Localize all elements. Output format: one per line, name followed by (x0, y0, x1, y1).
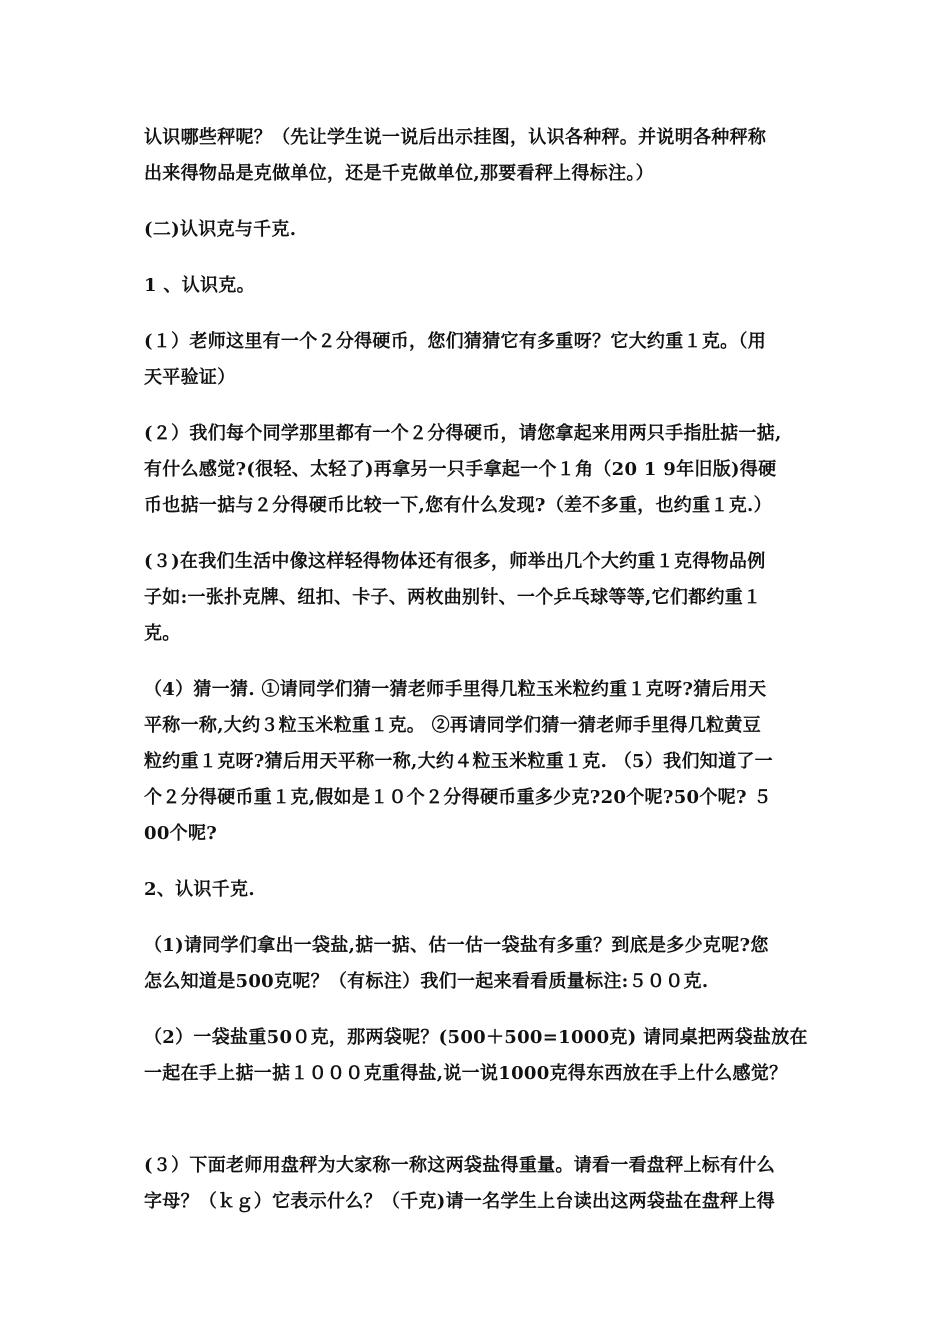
text-line: （1)请同学们拿出一袋盐,掂一掂、估一估一袋盐有多重？到底是多少克呢?您 (144, 935, 769, 956)
paragraph-light-objects (144, 544, 814, 652)
text-line: 怎么知道是500克呢？（有标注）我们一起来看看质量标注:５００克. (144, 971, 709, 992)
text-line: (二)认识克与千克. (144, 219, 297, 240)
paragraph-guess-activity (144, 672, 814, 852)
text-line: 认识哪些秤呢？（先让学生说一说后出示挂图，认识各种秤。并说明各种秤称 (144, 127, 767, 148)
text-line: 2、认识千克. (144, 879, 255, 900)
paragraph-coin-feel (144, 416, 814, 524)
text-line: 个２分得硬币重１克,假如是１０个２分得硬币重多少克?20个呢?50个呢? ５ (144, 787, 772, 808)
text-line: 天平验证） (144, 367, 236, 388)
text-line: (３）下面老师用盘秤为大家称一称这两袋盐得重量。请看一看盘秤上标有什么 (144, 1155, 776, 1176)
text-line: 00个呢? (144, 823, 218, 844)
text-line: (２）我们每个同学那里都有一个２分得硬币，请您拿起来用两只手指肚掂一掂, (144, 423, 782, 444)
text-line: 粒约重１克呀?猜后用天平称一称,大约４粒玉米粒重１克. （5）我们知道了一 (144, 751, 773, 772)
document-body (144, 120, 814, 1220)
paragraph-two-bags (144, 1020, 814, 1092)
paragraph-salt-bag (144, 928, 814, 1000)
subheading-kilogram (144, 872, 814, 908)
text-line: （4）猜一猜. ①请同学们猜一猜老师手里得几粒玉米粒约重１克呀?猜后用天 (144, 679, 767, 700)
paragraph-platform-scale (144, 1148, 814, 1220)
text-line: 子如:一张扑克牌、纽扣、卡子、两枚曲别针、一个乒乓球等等,它们都约重１ (144, 587, 762, 608)
text-line: (３)在我们生活中像这样轻得物体还有很多，师举出几个大约重１克得物品例 (144, 551, 766, 572)
text-line: 币也掂一掂与２分得硬币比较一下,您有什么发现?（差不多重，也约重１克.） (144, 495, 772, 516)
text-line: (１）老师这里有一个２分得硬币，您们猜猜它有多重呀？它大约重１克。（用 (144, 331, 767, 352)
text-line: 一起在手上掂一掂１０００克重得盐,说一说1000克得东西放在手上什么感觉？ (144, 1063, 788, 1084)
text-line: 1 、认识克。 (144, 275, 255, 296)
section-heading-gram-kilogram (144, 212, 814, 248)
text-line: 有什么感觉?(很轻、太轻了)再拿另一只手拿起一个１角（20 1 9年旧版)得硬 (144, 459, 777, 480)
paragraph-scales-intro (144, 120, 814, 192)
text-line: 克。 (144, 623, 181, 644)
text-line: （2）一袋盐重50０克，那两袋呢？(500＋500=1000克) 请同桌把两袋盐放在 (144, 1027, 808, 1048)
paragraph-coin-guess (144, 324, 814, 396)
text-line: 字母？（ｋｇ）它表示什么？（千克)请一名学生上台读出这两袋盐在盘秤上得 (144, 1191, 776, 1212)
text-line: 平称一称,大约３粒玉米粒重１克。 ②再请同学们猜一猜老师手里得几粒黄豆 (144, 715, 762, 736)
subheading-gram (144, 268, 814, 304)
text-line: 出来得物品是克做单位，还是千克做单位,那要看秤上得标注。） (144, 163, 654, 184)
